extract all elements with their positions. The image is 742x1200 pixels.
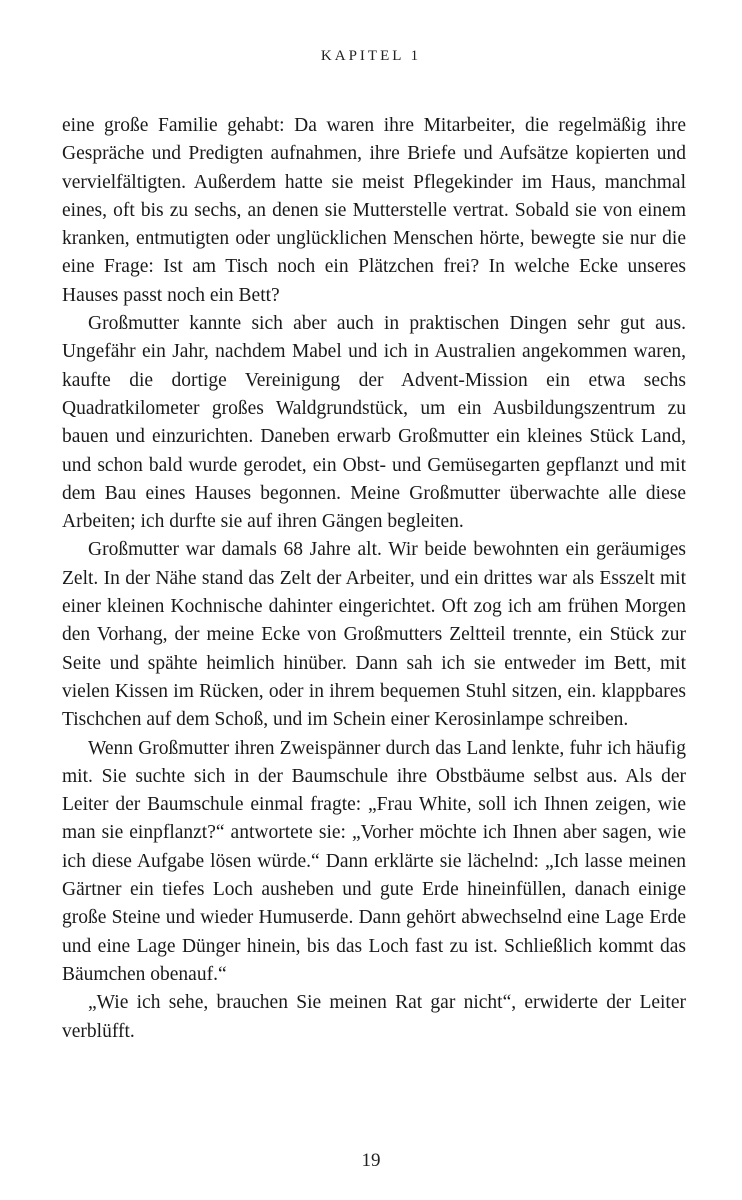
paragraph: Großmutter war damals 68 Jahre alt. Wir beide bewohnten ein geräumiges Zelt. In der Nähe stand das Zelt der Arbeiter, und ein drittes war als Esszelt mit einer kleinen Kochnische dahinter eingerichtet. Oft zog ich am frühen Morgen den Vorhang, der meine Ecke von Großmutters Zeltteil trennte, ein Stück zur Seite und spähte heimlich hinüber. Dann sah ich sie entweder im Bett, mit vielen Kissen im Rücken, oder in ihrem bequemen Stuhl sitzen, ein. klappbares Tischchen auf dem Schoß, und im Schein einer Kerosinlampe schreiben.: [62, 539, 686, 731]
page-number: 19: [361, 1150, 381, 1171]
paragraph: Wenn Großmutter ihren Zweispänner durch das Land lenkte, fuhr ich häufig mit. Sie suchte sich in der Baumschule ihre Obstbäume selbst aus. Als der Leiter der Baumschule einmal fragte: „Frau White, soll ich Ihnen zeigen, wie man sie einpflanzt?“ antwortete sie: „Vorher möchte ich Ihnen aber sagen, wie ich diese Aufgabe lösen würde.“ Dann erklärte sie lächelnd: „Ich lasse meinen Gärtner ein tiefes Loch ausheben und gute Erde hineinfüllen, danach einige große Steine und wieder Humuserde. Dann gehört abwechselnd eine Lage Erde und eine Lage Dünger hinein, bis das Loch fast zu ist. Schließlich kommt das Bäumchen obenauf.“: [62, 737, 686, 985]
running-head: KAPITEL 1: [320, 48, 422, 64]
paragraph: Großmutter kannte sich aber auch in praktischen Dingen sehr gut aus. Ungefähr ein Jahr, nachdem Mabel und ich in Australien angekommen waren, kaufte die dortige Vereinigung der Advent-Mission ein etwa sechs Quadratkilometer großes Waldgrundstück, um ein Ausbildungszentrum zu bauen und einzurichten. Daneben erwarb Großmutter ein kleines Stück Land, und schon bald wurde gerodet, ein Obst- und Gemüsegarten gepflanzt und mit dem Bau eines Hauses begonnen. Meine Großmutter überwachte alle diese Arbeiten; ich durfte sie auf ihren Gängen begleiten.: [62, 313, 686, 533]
paragraph: „Wie ich sehe, brauchen Sie meinen Rat gar nicht“, erwiderte der Leiter verblüfft.: [62, 992, 686, 1042]
body-text: [62, 112, 686, 1046]
paragraph: eine große Familie gehabt: Da waren ihre Mitarbeiter, die regelmäßig ihre Gespräche und Predigten aufnahmen, ihre Briefe und Aufsätze kopierten und vervielfältigten. Außerdem hatte sie meist Pflegekinder im Haus, manchmal eines, oft bis zu sechs, an denen sie Mutterstelle vertrat. Sobald sie von einem kranken, entmutigten oder unglücklichen Menschen hörte, bewegte sie nur die eine Frage: Ist am Tisch noch ein Plätzchen frei? In welche Ecke unseres Hauses passt noch ein Bett?: [62, 115, 686, 306]
